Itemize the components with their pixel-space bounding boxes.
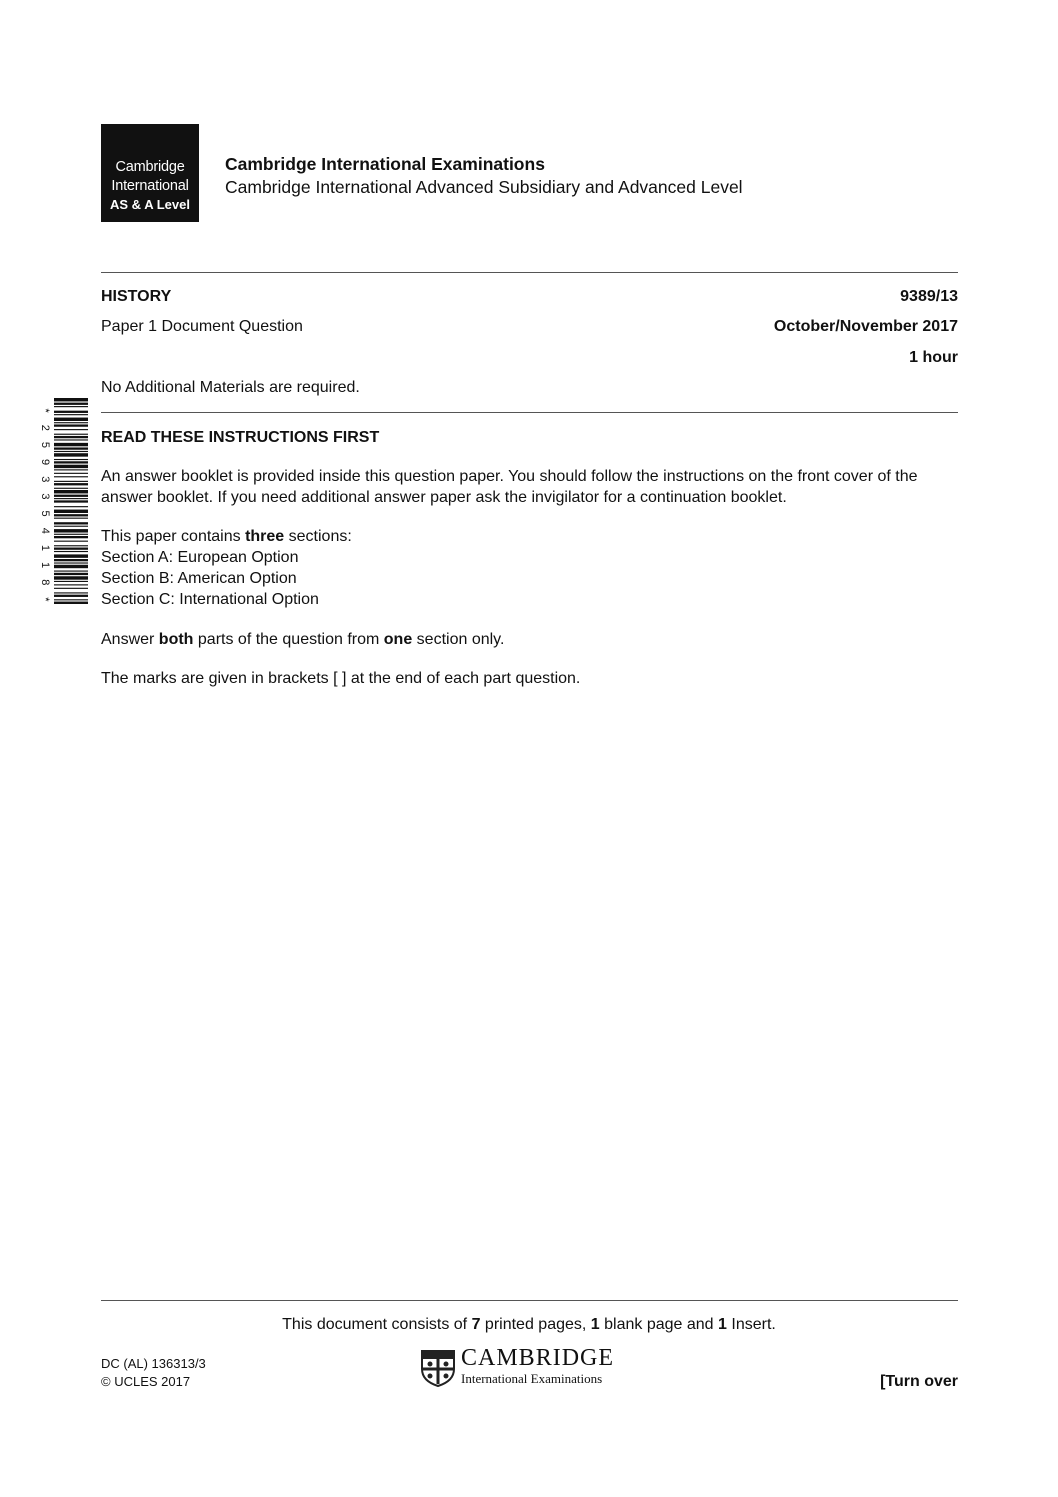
barcode-bar [54,545,88,546]
barcode-bar [54,548,88,550]
barcode-bar [54,534,88,535]
barcode-digit: 3 [40,476,51,483]
cambridge-as-a-level-logo [101,124,199,222]
sections-intro [101,526,961,547]
barcode-digit: 8 [40,579,51,586]
page-count-statement [0,1314,1058,1335]
barcode-bar [54,418,88,421]
section-b-option: Section B: American Option [101,570,297,587]
barcode-bar [54,584,88,585]
page-count-text-1: This document consists of [282,1316,472,1333]
answer-bold-both: both [158,631,194,648]
barcode-bar [54,403,88,405]
barcode-bar [54,451,88,452]
exam-duration: 1 hour [909,349,958,366]
barcode-bar [54,422,88,423]
barcode-bar [54,541,88,542]
barcode-bar [54,411,88,413]
publisher-subtitle: International Examinations [461,1371,603,1386]
copyright-notice: © UCLES 2017 [101,1374,191,1389]
barcode-bar [54,576,88,579]
logo-line-2: International [111,178,189,194]
barcode-icon [40,398,88,604]
barcode-digit: * [40,597,51,602]
logo-line-1: Cambridge [115,159,185,175]
barcode-bar [54,588,88,589]
barcode-bar [54,581,88,582]
barcode-bar [54,439,88,440]
insert-count: 1 [718,1316,727,1333]
printed-pages-count: 7 [471,1316,481,1333]
section-c-option: Section C: International Option [101,591,319,608]
barcode-digit: 9 [40,459,51,466]
answer-bold-one: one [383,631,413,648]
barcode-bar [54,510,88,513]
barcode-bar [54,434,88,435]
barcode-bar [54,443,88,446]
barcode-bar [54,573,88,575]
barcode-bar [54,453,88,456]
barcode-digit: 5 [40,441,51,448]
barcode-bar [54,592,88,593]
barcode-bar [54,461,88,463]
barcode-bar [54,469,88,470]
barcode-bar [54,526,88,527]
blank-pages-count: 1 [590,1316,600,1333]
exam-session: October/November 2017 [773,318,958,335]
barcode-bar [54,506,88,507]
barcode-bar [54,529,88,532]
barcode-bar [54,514,88,516]
materials-note: No Additional Materials are required. [101,379,360,396]
candidate-barcode [40,398,88,604]
barcode-bar [54,414,88,415]
barcode-digit: 1 [40,544,51,551]
barcode-bar [54,481,88,482]
answer-text-1: Answer [101,631,159,648]
document-reference: DC (AL) 136313/3 [101,1356,206,1371]
barcode-bar [54,599,88,600]
page-count-text-3: blank page and [599,1316,719,1333]
page-count-text-4: Insert. [726,1316,776,1333]
sections-intro-text: This paper contains [101,528,246,545]
barcode-bar [54,490,88,493]
footer-divider [101,1300,958,1301]
barcode-bar [54,473,88,474]
turn-over-label: [Turn over [880,1373,958,1390]
barcode-bar [54,398,88,401]
barcode-bar [54,551,88,552]
answer-text-2: parts of the question from [193,631,384,648]
barcode-bar [54,498,88,499]
barcode-bar [54,447,88,449]
section-a-option: Section A: European Option [101,549,299,566]
barcode-bar [54,436,88,438]
barcode-bar [54,483,88,485]
paper-code: 9389/13 [900,288,958,305]
barcode-bar [54,459,88,460]
publisher-name: CAMBRIDGE [461,1345,615,1371]
barcode-bar [54,562,88,563]
answer-text-3: section only. [412,631,505,648]
barcode-bar [54,536,88,538]
barcode-bar [54,465,88,468]
sections-count: three [245,528,285,545]
barcode-digit: 4 [40,527,51,534]
barcode-bar [54,559,88,561]
barcode-digit: 2 [40,424,51,431]
barcode-bar [54,518,88,519]
instructions-heading: READ THESE INSTRUCTIONS FIRST [101,429,380,446]
barcode-digit: 5 [40,510,51,517]
page-count-text-2: printed pages, [480,1316,591,1333]
instructions-paragraph-1: An answer booklet is provided inside this question paper. You should follow the instructions on the front cover of the answer booklet. If you need additional answer paper ask the invigilator for a continuation booklet. [101,468,918,506]
cambridge-crest-icon [420,1349,456,1387]
barcode-bar [54,595,88,597]
barcode-bar [54,488,88,489]
barcode-bar [54,424,88,426]
paper-name: Paper 1 Document Question [101,318,303,335]
barcode-digit: * [40,408,51,413]
qualification-title: Cambridge International Advanced Subsidiary and Advanced Level [225,177,743,197]
answer-instruction [101,629,961,650]
top-divider [101,272,958,273]
instructions-divider [101,412,958,413]
sections-intro-end: sections: [284,528,352,545]
barcode-bar [54,554,88,557]
barcode-digit: 1 [40,562,51,569]
barcode-bar [54,522,88,524]
barcode-digit: 3 [40,493,51,500]
subject-title: HISTORY [101,288,172,305]
logo-line-3: AS & A Level [110,197,190,212]
exam-board-title: Cambridge International Examinations [225,154,545,174]
barcode-bar [54,429,88,430]
barcode-bar [54,602,88,604]
marks-note: The marks are given in brackets [ ] at the end of each part question. [101,670,581,687]
barcode-bar [54,406,88,407]
barcode-bar [54,500,88,502]
barcode-bar [54,495,88,497]
barcode-bar [54,565,88,568]
barcode-bar [54,571,88,572]
barcode-bar [54,476,88,477]
